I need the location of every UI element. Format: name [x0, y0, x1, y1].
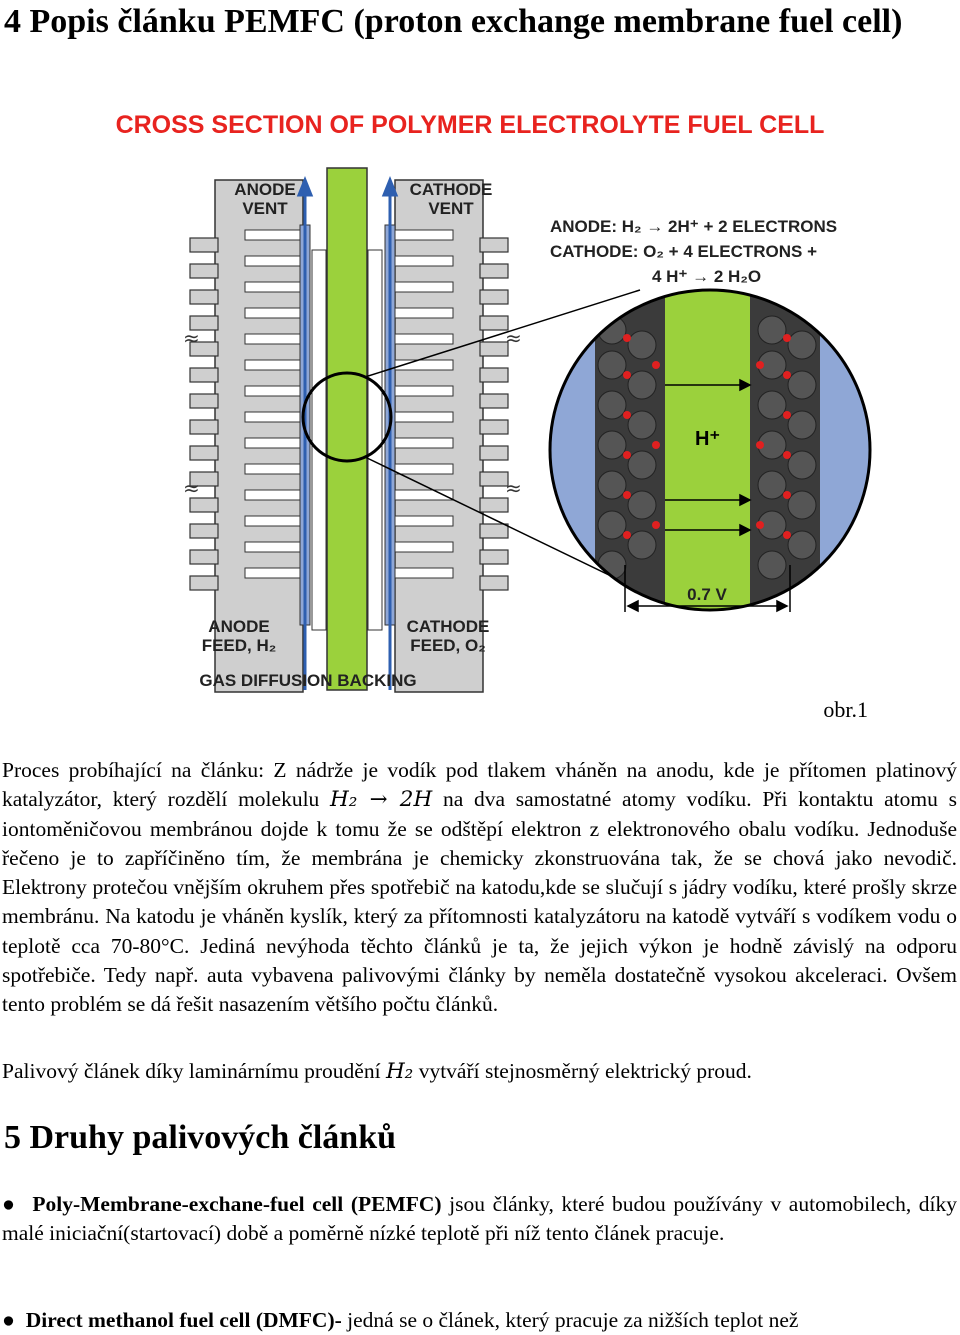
ion-label: H⁺	[695, 428, 720, 450]
anode-vent-label: ANODE	[234, 180, 296, 199]
paragraph-current	[2, 1057, 957, 1086]
fuel-cell-diagram	[0, 100, 960, 700]
cathode-plate	[395, 180, 508, 692]
cathode-vent-label: CATHODE	[409, 180, 493, 199]
bullet-icon: ●	[2, 1308, 15, 1332]
bullet-text: jsou články, které budou používány v automobilech, díky malé iniciační(startovací) době a poměrně nízké teplotě při níž tento článek pracuje.	[2, 1192, 957, 1246]
membrane	[327, 168, 367, 690]
figure-caption: obr.1	[823, 697, 868, 722]
anode-feed-label: ANODE	[208, 617, 270, 636]
equation: H₂	[385, 1059, 414, 1084]
cathode-vent-label-2: VENT	[428, 199, 474, 218]
paragraph-text: Palivový článek díky laminárnímu proudění	[2, 1059, 386, 1083]
paragraph-process	[2, 756, 957, 1020]
magnified-view	[540, 280, 880, 620]
svg-text:≈: ≈	[183, 476, 200, 500]
cathode-equation-1: CATHODE: O₂ + 4 ELECTRONS +	[550, 242, 817, 261]
bullet-item	[2, 1306, 957, 1335]
equation: H₂ → 2H	[330, 787, 433, 813]
anode-feed-label-2: FEED, H₂	[201, 636, 277, 655]
bullet-term: Direct methanol fuel cell (DMFC)-	[25, 1308, 342, 1332]
svg-text:≈: ≈	[505, 476, 522, 500]
paragraph-text: vytváří stejnosměrný elektrický proud.	[413, 1059, 752, 1083]
bullet-icon: ●	[2, 1192, 18, 1216]
paragraph-text: Proces probíhající na článku: Z nádrže je vodík pod tlakem vháněn na anodu, kde je přítomen platinový katalyzátor, který rozdělí molekulu	[2, 758, 957, 812]
cathode-feed-label: CATHODE	[406, 617, 490, 636]
section-heading: 4 Popis článku PEMFC (proton exchange membrane fuel cell)	[4, 3, 903, 40]
section-heading-2: 5 Druhy palivových článků	[4, 1119, 397, 1156]
paragraph-text: na dva samostatné atomy vodíku. Při kontaktu atomu s iontoměničovou membránou dojde k tomu že se odštěpí elektron z elektronového obalu vodíku. Jednoduše řečeno je to zapříčiněno tím, že membrána je chemicky zkonstruována tak, že se chová jako nevodič. Elektrony protečou vnějším okruhem přes spotřebič na katodu,kde se slučují s jádry vodíku, které prošly skrze membránu. Na katodu je vháněn kyslík, který za přítomnosti katalyzátoru na katodě vytváří s vodíkem vodu o teplotě cca 70-80°C. Jediná nevýhoda těchto článků je ta, že jejich výkon je hodně závislý na odporu spotřebiče. Tedy např. auta vybavena palivovými články by neměla dostatečně vysokou akceleraci. Ovšem tento problém se dá řešit nasazením většího počtu článků.	[2, 787, 957, 1017]
bullet-text: jedná se o článek, který pracuje za nižších teplot než	[341, 1308, 799, 1332]
bullet-item	[2, 1190, 957, 1249]
cathode-feed-label-2: FEED, O₂	[410, 636, 486, 655]
figure-title: CROSS SECTION OF POLYMER ELECTROLYTE FUEL CELL	[115, 111, 825, 139]
svg-text:≈: ≈	[505, 326, 522, 350]
cathode-equation-2: 4 H⁺ → 2 H₂O	[652, 267, 762, 286]
anode-equation: ANODE: H₂ → 2H⁺ + 2 ELECTRONS	[550, 217, 838, 236]
voltage-label: 0.7 V	[687, 585, 727, 604]
gas-diffusion-label: GAS DIFFUSION BACKING	[199, 671, 417, 690]
fuel-cell-figure	[0, 100, 960, 700]
anode-vent-label-2: VENT	[242, 199, 288, 218]
anode-plate	[190, 180, 303, 692]
svg-text:≈: ≈	[183, 326, 200, 350]
bullet-term: Poly-Membrane-exchane-fuel cell (PEMFC)	[32, 1192, 442, 1216]
